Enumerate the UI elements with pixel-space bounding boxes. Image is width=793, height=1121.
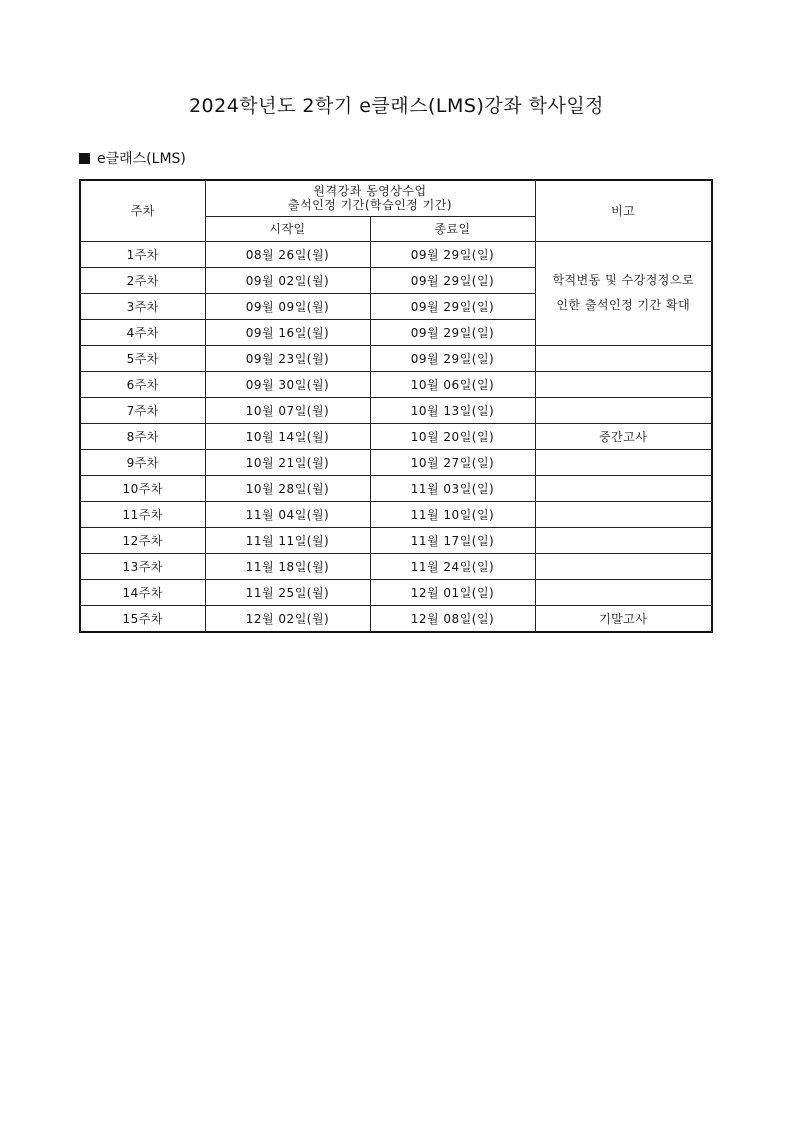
note-cell: [535, 475, 712, 501]
note-cell: [535, 397, 712, 423]
table-row: [80, 579, 712, 605]
start-date-cell: 08월 26일(월): [205, 241, 370, 267]
header-period-line1: 원격강좌 동영상수업: [313, 184, 427, 199]
merged-note-cell: [535, 241, 712, 345]
table-row: [80, 397, 712, 423]
end-date-cell: 11월 03일(일): [370, 475, 535, 501]
week-cell: 7주차: [80, 397, 205, 423]
document-title: 2024학년도 2학기 e클래스(LMS)강좌 학사일정: [188, 95, 605, 117]
schedule-table: [79, 179, 713, 633]
end-date-cell: 09월 29일(일): [370, 293, 535, 319]
header-start-date: 시작일: [205, 216, 370, 241]
note-cell-final: 기말고사: [535, 605, 712, 632]
week-cell: 9주차: [80, 449, 205, 475]
week-cell: 8주차: [80, 423, 205, 449]
end-date-cell: 09월 29일(일): [370, 241, 535, 267]
end-date-cell: 11월 17일(일): [370, 527, 535, 553]
start-date-cell: 10월 14일(월): [205, 423, 370, 449]
start-date-cell: 10월 07일(월): [205, 397, 370, 423]
end-date-cell: 09월 29일(일): [370, 267, 535, 293]
start-date-cell: 11월 18일(월): [205, 553, 370, 579]
table-row: [80, 605, 712, 632]
table-row: [80, 527, 712, 553]
start-date-cell: 10월 21일(월): [205, 449, 370, 475]
note-cell: [535, 553, 712, 579]
black-square-icon: [79, 153, 90, 164]
note-cell: [535, 449, 712, 475]
table-row: [80, 501, 712, 527]
start-date-cell: 09월 02일(월): [205, 267, 370, 293]
start-date-cell: 09월 09일(월): [205, 293, 370, 319]
start-date-cell: 10월 28일(월): [205, 475, 370, 501]
header-week: 주차: [80, 180, 205, 241]
header-note: 비고: [535, 180, 712, 241]
note-cell: [535, 371, 712, 397]
table-row: [80, 371, 712, 397]
table-row: [80, 241, 712, 267]
note-cell: [535, 579, 712, 605]
merged-note-line1: 학적변동 및 수강정정으로: [552, 273, 695, 287]
section-heading: [79, 148, 186, 168]
table-header-row: [80, 180, 712, 216]
section-heading-label: e클래스(LMS): [97, 151, 186, 167]
week-cell: 11주차: [80, 501, 205, 527]
start-date-cell: 09월 23일(월): [205, 345, 370, 371]
start-date-cell: 09월 16일(월): [205, 319, 370, 345]
week-cell: 1주차: [80, 241, 205, 267]
end-date-cell: 10월 13일(일): [370, 397, 535, 423]
week-cell: 15주차: [80, 605, 205, 632]
note-cell: [535, 527, 712, 553]
week-cell: 4주차: [80, 319, 205, 345]
start-date-cell: 11월 11일(월): [205, 527, 370, 553]
week-cell: 2주차: [80, 267, 205, 293]
header-period-line2: 출석인정 기간(학습인정 기간): [287, 198, 453, 213]
table-row: [80, 553, 712, 579]
week-cell: 14주차: [80, 579, 205, 605]
end-date-cell: 09월 29일(일): [370, 345, 535, 371]
start-date-cell: 11월 04일(월): [205, 501, 370, 527]
table-row: [80, 345, 712, 371]
note-cell-midterm: 중간고사: [535, 423, 712, 449]
table-row: [80, 475, 712, 501]
end-date-cell: 09월 29일(일): [370, 319, 535, 345]
end-date-cell: 12월 08일(일): [370, 605, 535, 632]
header-end-date: 종료일: [370, 216, 535, 241]
start-date-cell: 12월 02일(월): [205, 605, 370, 632]
end-date-cell: 10월 27일(일): [370, 449, 535, 475]
end-date-cell: 11월 24일(일): [370, 553, 535, 579]
end-date-cell: 10월 20일(일): [370, 423, 535, 449]
week-cell: 10주차: [80, 475, 205, 501]
header-attendance-period: [205, 180, 535, 216]
note-cell: [535, 345, 712, 371]
week-cell: 6주차: [80, 371, 205, 397]
week-cell: 3주차: [80, 293, 205, 319]
table-row: [80, 449, 712, 475]
note-cell: [535, 501, 712, 527]
end-date-cell: 11월 10일(일): [370, 501, 535, 527]
end-date-cell: 12월 01일(일): [370, 579, 535, 605]
week-cell: 12주차: [80, 527, 205, 553]
start-date-cell: 11월 25일(월): [205, 579, 370, 605]
week-cell: 5주차: [80, 345, 205, 371]
end-date-cell: 10월 06일(일): [370, 371, 535, 397]
start-date-cell: 09월 30일(월): [205, 371, 370, 397]
week-cell: 13주차: [80, 553, 205, 579]
table-row: [80, 423, 712, 449]
merged-note-line2: 인한 출석인정 기간 확대: [556, 298, 691, 312]
